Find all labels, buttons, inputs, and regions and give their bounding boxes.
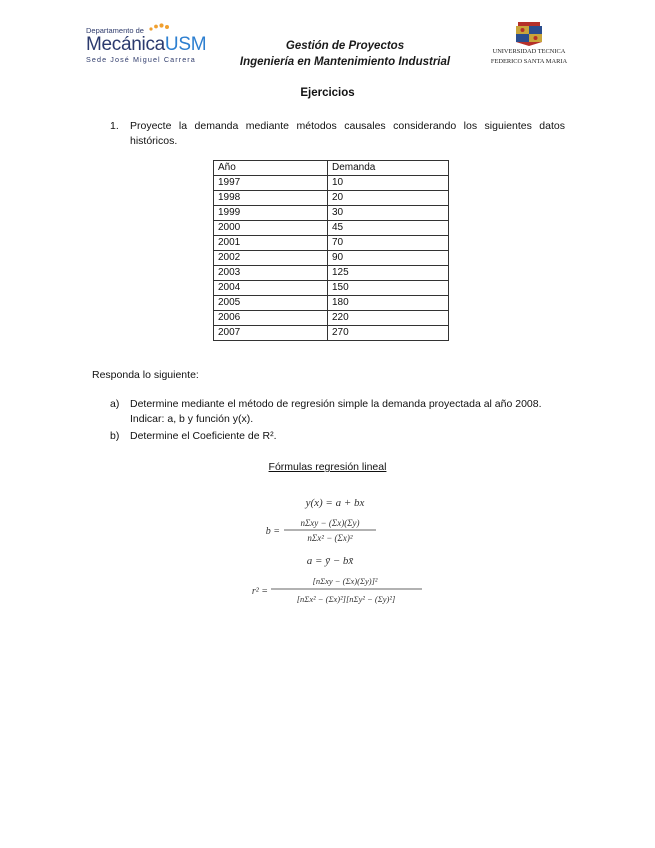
demand-cell: 270 [328,326,449,341]
table-row [214,176,449,191]
page-title [220,38,470,70]
sub-question-a [110,397,570,427]
table-row [214,191,449,206]
table-row [214,311,449,326]
table-row [214,206,449,221]
table-row [214,326,449,341]
formula-r2-numerator: [nΣxy − (Σx)(Σy)]² [312,576,378,586]
demand-cell: 180 [328,296,449,311]
utfsm-logo [484,22,574,67]
logo-subtitle: Sede José Miguel Carrera [86,55,196,64]
demand-cell: 125 [328,266,449,281]
year-cell: 2006 [214,311,328,326]
demand-cell: 45 [328,221,449,236]
demand-cell: 20 [328,191,449,206]
sub-question-b-label: b) [110,430,120,442]
formula-b-numerator: nΣxy − (Σx)(Σy) [300,518,360,528]
demand-cell: 30 [328,206,449,221]
logo-dept-label: Departamento de [86,26,144,35]
regression-formulas [240,488,430,618]
demand-cell: 70 [328,236,449,251]
sub-question-a-label: a) [110,398,120,410]
demand-cell: 220 [328,311,449,326]
sub-question-a-text: Determine mediante el método de regresión simple la demanda proyectada al año 2008. Indicar: a, b y función y(x). [130,398,542,425]
logo-name-usm: USM [164,34,207,55]
formula-r2-denominator: [nΣx² − (Σx)²][nΣy² − (Σy)²] [296,594,396,604]
table-row [214,236,449,251]
column-header-demand: Demanda [328,161,449,176]
year-cell: 2005 [214,296,328,311]
question-1-number: 1. [110,120,119,132]
table-row [214,281,449,296]
table-header-row [214,161,449,176]
year-cell: 2003 [214,266,328,281]
year-cell: 1997 [214,176,328,191]
year-cell: 2002 [214,251,328,266]
logo-name [86,34,206,56]
respond-label: Responda lo siguiente: [92,369,199,381]
year-cell: 2007 [214,326,328,341]
year-cell: 2001 [214,236,328,251]
sub-question-b [110,429,570,444]
year-cell: 1999 [214,206,328,221]
title-line-2: Ingeniería en Mantenimiento Industrial [239,56,451,68]
sub-question-b-text: Determine el Coeficiente de R². [130,430,277,442]
year-cell: 2000 [214,221,328,236]
mecanica-usm-logo [86,26,236,66]
university-name-line-1: UNIVERSIDAD TECNICA [492,48,566,55]
demand-table [213,160,449,341]
formula-a: a = ȳ − bx̄ [306,555,354,567]
formulas-title: Fórmulas regresión lineal [268,461,387,473]
demand-cell: 150 [328,281,449,296]
year-cell: 1998 [214,191,328,206]
formula-b-denominator: nΣx² − (Σx)² [307,533,353,543]
university-crest-icon [512,22,546,46]
table-row [214,251,449,266]
table-row [214,221,449,236]
question-1 [110,119,565,149]
title-line-1: Gestión de Proyectos [285,40,405,52]
demand-cell: 10 [328,176,449,191]
formula-b-label: b = [265,526,280,537]
logo-name-mecanica: Mecánica [86,34,165,55]
demand-cell: 90 [328,251,449,266]
logo-dots-icon [148,23,170,33]
year-cell: 2004 [214,281,328,296]
formula-y-of-x: y(x) = a + bx [305,497,365,509]
university-name-line-2: FEDERICO SANTA MARIA [490,57,568,65]
table-row [214,296,449,311]
formulas-svg [240,488,430,618]
question-1-text: Proyecte la demanda mediante métodos causales considerando los siguientes datos históricos. [130,120,565,147]
column-header-year: Año [214,161,328,176]
section-heading: Ejercicios [300,87,355,99]
table-row [214,266,449,281]
formula-r2-label: r² = [251,586,268,597]
